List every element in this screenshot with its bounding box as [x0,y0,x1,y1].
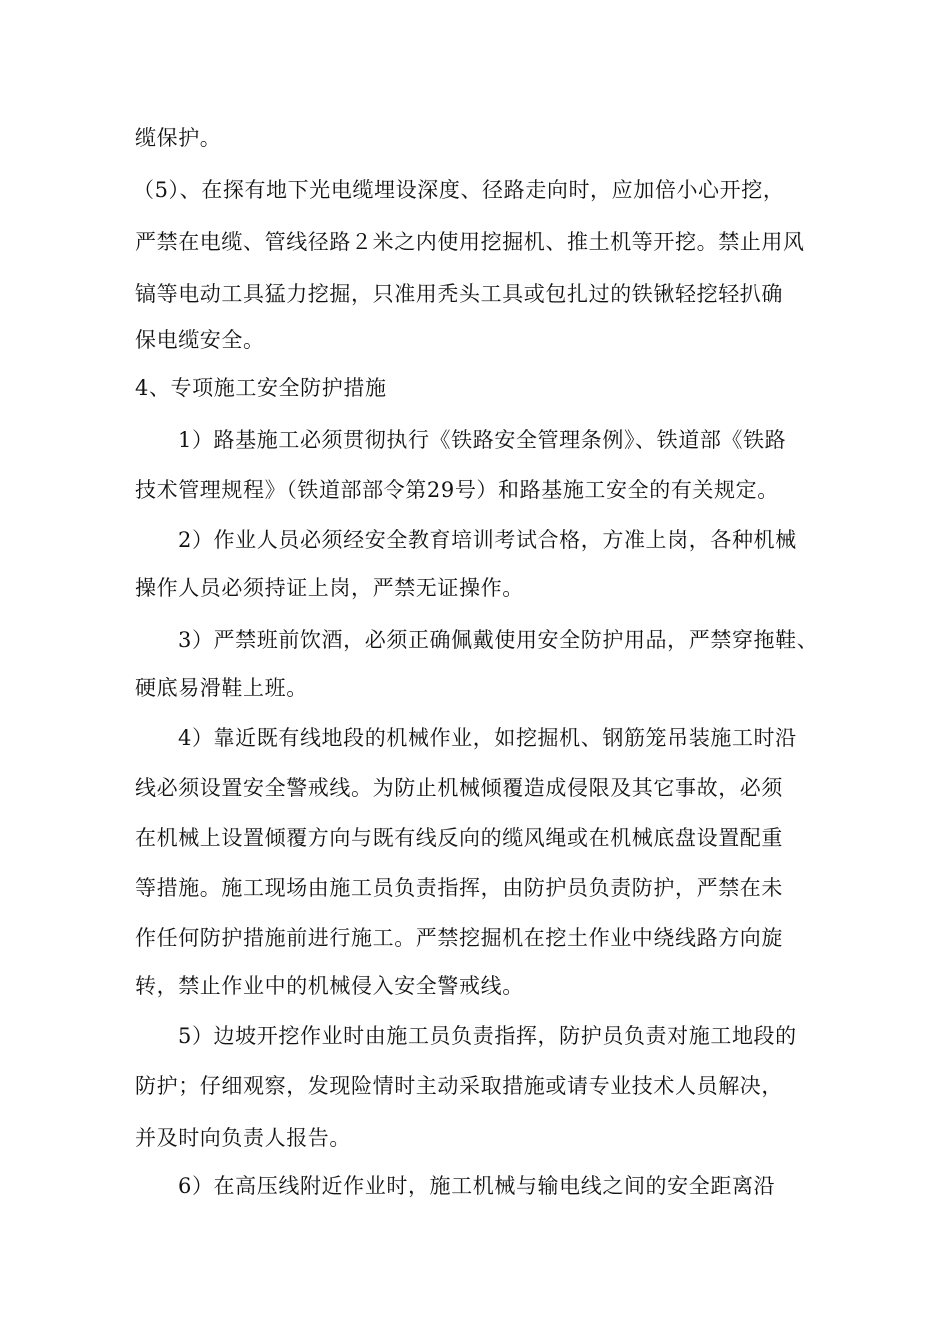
text-line-19: 5）边坡开挖作业时由施工员负责指挥，防护员负责对施工地段的 [178,1024,797,1048]
text-line-9: 2）作业人员必须经安全教育培训考试合格，方准上岗，各种机械 [178,528,797,552]
text-line-21: 并及时向负责人报告。 [135,1126,351,1150]
text-line-20: 防护；仔细观察，发现险情时主动采取措施或请专业技术人员解决， [135,1074,783,1098]
text-line-7: 1）路基施工必须贯彻执行《铁路安全管理条例》、铁道部《铁路 [178,428,787,452]
text-line-8: 技术管理规程》（铁道部部令第29号）和路基施工安全的有关规定。 [135,478,779,502]
text-line-11: 3）严禁班前饮酒，必须正确佩戴使用安全防护用品，严禁穿拖鞋、 [178,628,819,652]
text-line-17: 作任何防护措施前进行施工。严禁挖掘机在挖土作业中绕线路方向旋 [135,926,783,950]
text-line-3: 严禁在电缆、管线径路２米之内使用挖掘机、推土机等开挖。禁止用风 [135,230,805,254]
text-line-4: 镐等电动工具猛力挖掘，只准用秃头工具或包扎过的铁锹轻挖轻扒确 [135,282,783,306]
text-line-10: 操作人员必须持证上岗，严禁无证操作。 [135,576,524,600]
text-line-13: 4）靠近既有线地段的机械作业，如挖掘机、钢筋笼吊装施工时沿 [178,726,797,750]
text-line-16: 等措施。施工现场由施工员负责指挥，由防护员负责防护，严禁在未 [135,876,783,900]
text-line-1: 缆保护。 [135,126,222,150]
text-line-5: 保电缆安全。 [135,328,265,352]
text-line-22: 6）在高压线附近作业时，施工机械与输电线之间的安全距离沿 [178,1174,776,1198]
text-line-18: 转，禁止作业中的机械侵入安全警戒线。 [135,974,524,998]
text-line-12: 硬底易滑鞋上班。 [135,676,308,700]
text-line-14: 线必须设置安全警戒线。为防止机械倾覆造成侵限及其它事故，必须 [135,776,783,800]
text-line-15: 在机械上设置倾覆方向与既有线反向的缆风绳或在机械底盘设置配重 [135,826,783,850]
section-heading: 4、专项施工安全防护措施 [135,376,387,400]
text-line-2: （5）、在探有地下光电缆埋设深度、径路走向时，应加倍小心开挖， [133,178,785,202]
